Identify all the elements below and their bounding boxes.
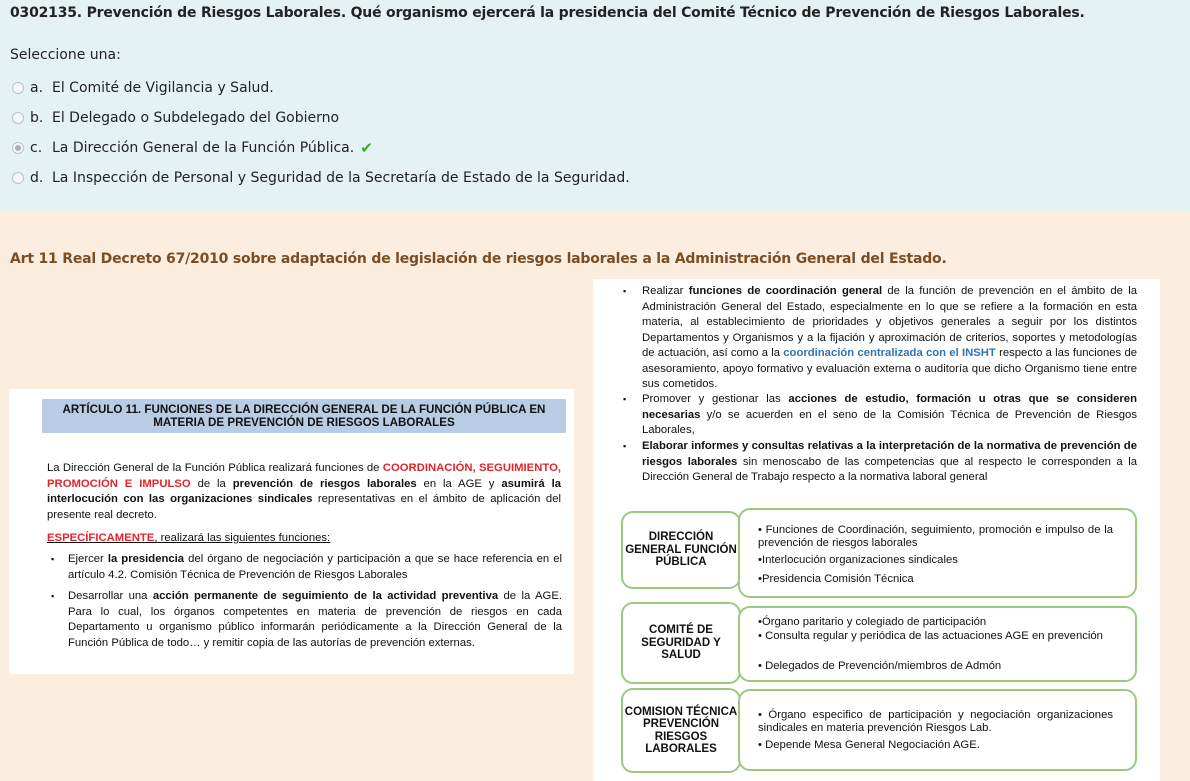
radio-c[interactable] — [12, 142, 24, 154]
box-desc-ctprl: • Órgano especifico de participación y negociación organizaciones sindicales en materia prevención Riesgos Lab. • Depende Mesa General Negociación AGE. — [738, 689, 1137, 771]
box-label-dgfp: DIRECCIÓN GENERAL FUNCIÓN PÚBLICA — [621, 511, 741, 589]
feedback-title: Art 11 Real Decreto 67/2010 sobre adaptación de legislación de riesgos laborales a la Administración General del Estado. — [10, 251, 947, 267]
check-icon: ✔ — [360, 139, 373, 157]
option-a[interactable] — [12, 78, 274, 98]
right-bullet-3: ▪ Elaborar informes y consultas relativas a la interpretación de la normativa de prevención de riesgos laborales sin menoscabo de las competencias que al respecto le corresponden a la Dirección General de Trabajo respecto a la normativa laboral general — [623, 439, 1137, 486]
question-title: 0302135. Prevención de Riesgos Laborales. Qué organismo ejercerá la presidencia del Comité Técnico de Prevención de Riesgos Laborales. — [10, 5, 1085, 21]
option-c[interactable] — [12, 138, 373, 158]
article-paragraph-1: La Dirección General de la Función Pública realizará funciones de COORDINACIÓN, SEGUIMIENTO, PROMOCIÓN E IMPULSO de la prevención de riesgos laborales en la AGE y asumirá la interlocución con las organizaciones sindicales representativas en el ámbito de aplicación del presente real decreto. — [47, 462, 562, 521]
option-d[interactable] — [12, 168, 630, 188]
option-letter: c. — [30, 140, 43, 156]
right-bullet-2: ▪ Promover y gestionar las acciones de estudio, formación u otras que se consideren necesarias y/o se acuerden en el seno de la Comisión Técnica de Prevención de Riesgos Laborales, — [623, 392, 1137, 439]
option-letter: b. — [30, 110, 44, 126]
right-bullet-1: ▪ Realizar funciones de coordinación general de la función de prevención en el ámbito de la Administración General del Estado, especialmente en lo que se refiere a la formación en esta materia, al establecimiento de prioridades y objetivos generales a seguir por los distintos Departamentos y Organismos y a la fijación y aproximación de criterios, soportes y metodologías de actuación, así como a la coordinación centralizada con el INSHT respecto a las funciones de asesoramiento, apoyo formativo y evaluación externa o auditoría que dicho Organismo tiene entre sus cometidos. — [623, 284, 1137, 393]
box-label-ctprl: COMISION TÉCNICA PREVENCIÓN RIESGOS LABORALES — [621, 688, 741, 773]
article-bullet-1: ▪ Ejercer la presidencia del órgano de negociación y participación a que se hace referencia en el artículo 4.2. Comisión Técnica de Prevención de Riesgos Laborales — [53, 552, 562, 583]
feedback-panel — [0, 229, 1190, 781]
radio-b[interactable] — [12, 112, 24, 124]
article-excerpt-left — [9, 389, 574, 674]
question-prompt: Seleccione una: — [10, 47, 121, 63]
box-label-css: COMITÉ DE SEGURIDAD Y SALUD — [621, 602, 741, 684]
option-b[interactable] — [12, 108, 339, 128]
radio-d[interactable] — [12, 172, 24, 184]
article-heading: ARTÍCULO 11. FUNCIONES DE LA DIRECCIÓN GENERAL DE LA FUNCIÓN PÚBLICA EN MATERIA DE PREVENCIÓN DE RIESGOS LABORALES — [42, 399, 566, 433]
box-desc-dgfp: • Funciones de Coordinación, seguimiento, promoción e impulso de la prevención de riesgos laborales •Interlocución organizaciones sindicales •Presidencia Comisión Técnica — [738, 508, 1137, 598]
radio-a[interactable] — [12, 82, 24, 94]
box-desc-css: •Órgano paritario y colegiado de participación • Consulta regular y periódica de las actuaciones AGE en prevención • Delegados de Prevención/miembros de Admón — [738, 606, 1137, 682]
option-letter: d. — [30, 170, 44, 186]
option-text: La Inspección de Personal y Seguridad de la Secretaría de Estado de la Seguridad. — [52, 170, 630, 186]
article-bullet-2: ▪ Desarrollar una acción permanente de seguimiento de la actividad preventiva de la AGE. Para lo cual, los órganos competentes en materia de prevención de riesgos en cada Departamento u organismo público informarán periódicamente a la Dirección General de la Función Pública de todo… y remitir copia de las autorías de prevención externas. — [53, 589, 562, 651]
question-panel — [0, 0, 1190, 212]
option-letter: a. — [30, 80, 44, 96]
option-text: La Dirección General de la Función Pública. — [52, 140, 355, 156]
article-excerpt-right — [593, 279, 1160, 781]
option-text: El Comité de Vigilancia y Salud. — [52, 80, 274, 96]
option-text: El Delegado o Subdelegado del Gobierno — [52, 110, 340, 126]
article-paragraph-2: ESPECÍFICAMENTE, realizará las siguientes funciones: — [47, 532, 331, 544]
